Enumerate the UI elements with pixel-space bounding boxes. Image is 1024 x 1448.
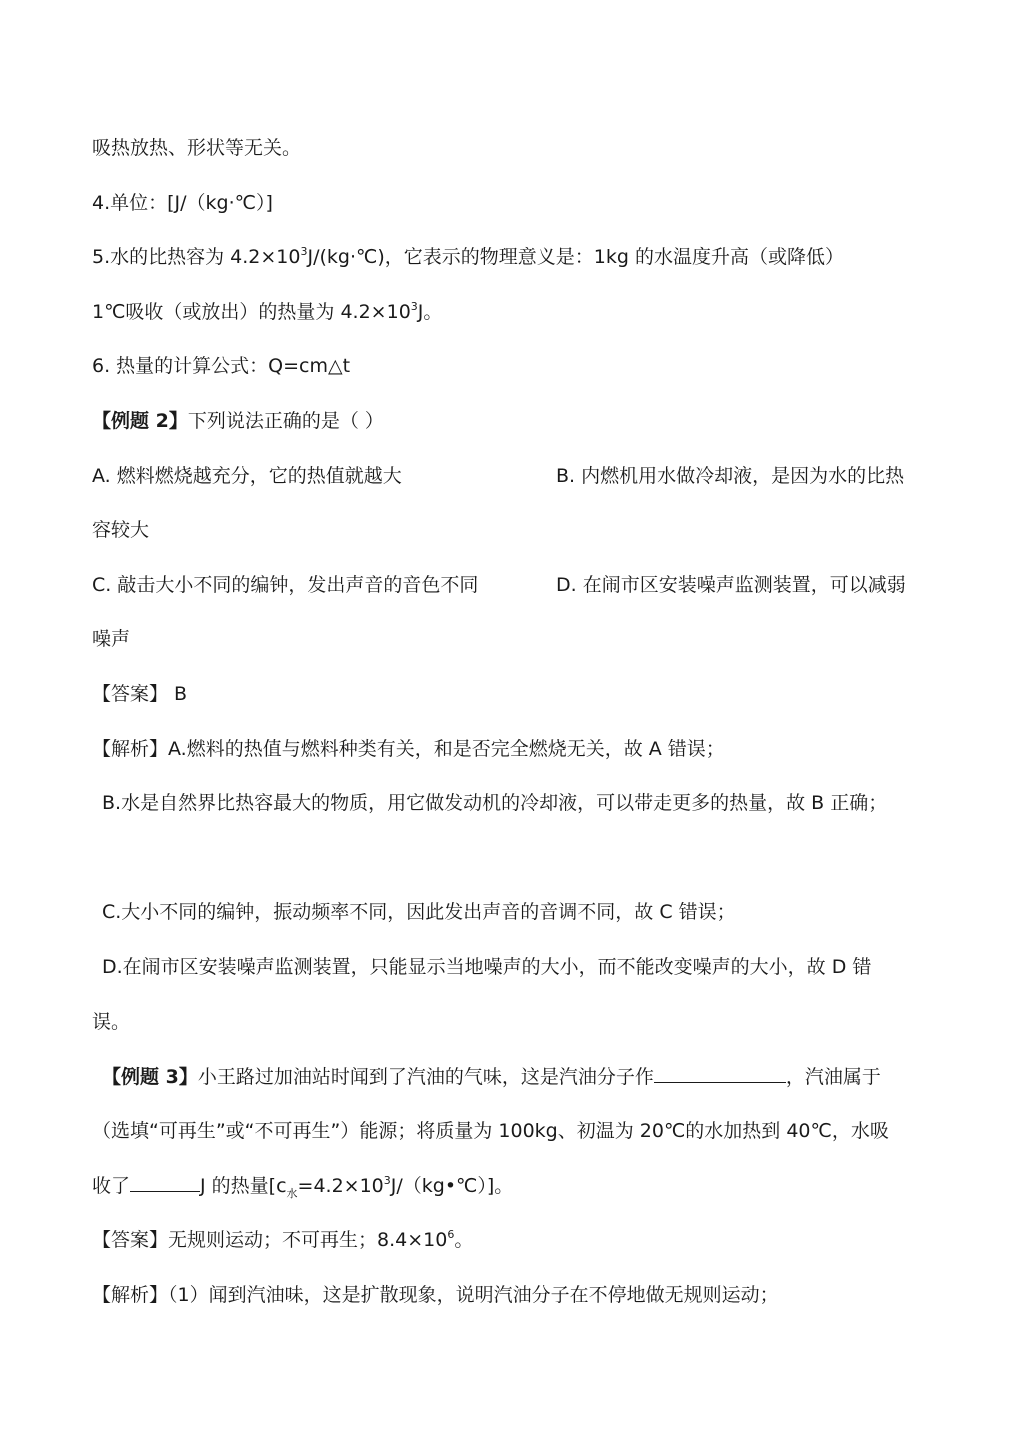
superscript: 3 xyxy=(410,299,418,313)
text: 5.水的比热容为 4.2×10 xyxy=(92,246,301,268)
example2-analysis-d: D.在闹市区安装噪声监测装置，只能显示当地噪声的大小，而不能改变噪声的大小，故 D 错 xyxy=(102,956,872,978)
example2-analysis-b: B.水是自然界比热容最大的物质，用它做发动机的冷却液，可以带走更多的热量，故 B 正确； xyxy=(102,792,888,814)
example2-answer: 【答案】 B xyxy=(92,683,188,705)
text: J。 xyxy=(417,301,443,323)
line-formula: 6. 热量的计算公式：Q=cm△t xyxy=(92,355,351,377)
subscript: 水 xyxy=(286,1186,298,1200)
example2-question xyxy=(92,409,384,433)
example-label: 【例题 3】 xyxy=(102,1066,198,1088)
example2-analysis-d-cont: 误。 xyxy=(92,1011,131,1033)
question-text: 下列说法正确的是（ ） xyxy=(187,410,384,432)
superscript: 6 xyxy=(447,1227,455,1241)
option-b: B. 内燃机用水做冷却液，是因为水的比热 xyxy=(556,465,905,487)
option-b-cont: 容较大 xyxy=(92,519,150,541)
blank-2 xyxy=(130,1173,200,1192)
example3-analysis: 【解析】（1）闻到汽油味，这是扩散现象，说明汽油分子在不停地做无规则运动； xyxy=(92,1284,779,1306)
line-unit: 4.单位：[J/（kg·℃）] xyxy=(92,192,273,214)
question-text: 收了 xyxy=(92,1175,131,1197)
superscript: 3 xyxy=(383,1173,391,1187)
example2-analysis-c: C.大小不同的编钟，振动频率不同，因此发出声音的音调不同，故 C 错误； xyxy=(102,901,736,923)
option-a: A. 燃料燃烧越充分，它的热值就越大 xyxy=(92,465,402,487)
option-d-cont: 噪声 xyxy=(92,628,131,650)
example3-question-cont2 xyxy=(92,1173,513,1198)
example3-answer xyxy=(92,1228,473,1252)
answer-text: 【答案】无规则运动；不可再生；8.4×10 xyxy=(92,1229,448,1251)
answer-text: 。 xyxy=(454,1229,474,1251)
text: 1℃吸收（或放出）的热量为 4.2×10 xyxy=(92,301,411,323)
question-text: =4.2×10 xyxy=(297,1175,384,1197)
question-text: J 的热量[c xyxy=(200,1175,287,1197)
line-property-end: 吸热放热、形状等无关。 xyxy=(92,137,302,159)
question-text: 小王路过加油站时闻到了汽油的气味，这是汽油分子作 xyxy=(197,1066,654,1088)
line-water-capacity xyxy=(92,245,844,269)
example-label: 【例题 2】 xyxy=(92,410,188,432)
superscript: 3 xyxy=(300,244,308,258)
text: J/(kg·℃)，它表示的物理意义是：1kg 的水温度升高（或降低） xyxy=(307,246,844,268)
blank-1 xyxy=(654,1064,786,1083)
question-text: ，汽油属于 xyxy=(785,1066,881,1088)
line-water-capacity-cont xyxy=(92,300,442,324)
option-d: D. 在闹市区安装噪声监测装置，可以减弱 xyxy=(556,574,906,596)
example3-question-cont: （选填“可再生”或“不可再生”）能源；将质量为 100kg、初温为 20℃的水加热到 40℃，水吸 xyxy=(92,1120,889,1142)
example2-analysis-a: 【解析】A.燃料的热值与燃料种类有关，和是否完全燃烧无关，故 A 错误； xyxy=(92,738,725,760)
question-text: J/（kg•℃）]。 xyxy=(390,1175,514,1197)
example3-question xyxy=(102,1064,881,1089)
option-c: C. 敲击大小不同的编钟，发出声音的音色不同 xyxy=(92,574,479,596)
